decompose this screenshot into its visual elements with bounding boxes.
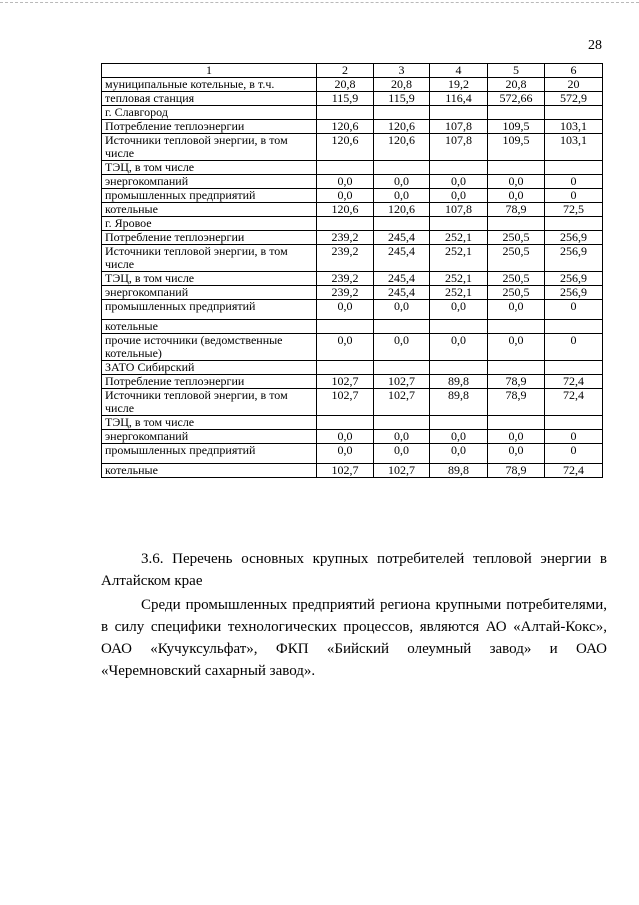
column-header-5: 5 (488, 64, 545, 78)
row-value: 72,4 (545, 389, 603, 416)
row-value: 0,0 (374, 175, 430, 189)
row-value (488, 217, 545, 231)
row-label: Источники тепловой энергии, в том числе (102, 389, 317, 416)
row-value: 252,1 (430, 245, 488, 272)
row-label: энергокомпаний (102, 175, 317, 189)
row-value: 239,2 (317, 286, 374, 300)
row-value (430, 161, 488, 175)
row-label: ТЭЦ, в том числе (102, 416, 317, 430)
row-value: 0,0 (430, 175, 488, 189)
table-row (102, 272, 603, 286)
row-value: 78,9 (488, 203, 545, 217)
row-label: г. Яровое (102, 217, 317, 231)
row-label: муниципальные котельные, в т.ч. (102, 78, 317, 92)
row-value: 0,0 (430, 334, 488, 361)
section-3-6 (101, 548, 607, 682)
section-paragraph: Среди промышленных предприятий региона крупными потребителями, в силу специфики технологических процессов, являются АО «Алтай-Кокс», ОАО «Кучуксульфат», ФКП «Бийский олеумный завод» и ОАО «Черемновский сахарный завод». (101, 597, 607, 679)
row-value: 20 (545, 78, 603, 92)
row-value: 102,7 (317, 464, 374, 478)
row-label: ЗАТО Сибирский (102, 361, 317, 375)
table-row (102, 334, 603, 361)
row-label: котельные (102, 203, 317, 217)
row-value (488, 106, 545, 120)
row-value: 102,7 (374, 464, 430, 478)
row-value (545, 217, 603, 231)
page-number: 28 (588, 38, 602, 53)
row-value (374, 416, 430, 430)
row-value: 103,1 (545, 134, 603, 161)
row-value (488, 320, 545, 334)
row-label: Потребление теплоэнергии (102, 231, 317, 245)
row-value: 78,9 (488, 464, 545, 478)
table-row (102, 203, 603, 217)
row-value: 239,2 (317, 272, 374, 286)
row-value: 250,5 (488, 286, 545, 300)
row-value (430, 361, 488, 375)
row-value: 239,2 (317, 231, 374, 245)
row-value (374, 320, 430, 334)
row-label: Источники тепловой энергии, в том числе (102, 134, 317, 161)
row-value: 245,4 (374, 231, 430, 245)
table-row (102, 444, 603, 464)
column-header-2: 2 (317, 64, 374, 78)
row-value (545, 416, 603, 430)
row-label: Потребление теплоэнергии (102, 120, 317, 134)
table-row (102, 161, 603, 175)
row-value: 0 (545, 300, 603, 320)
table-row (102, 375, 603, 389)
row-value: 0,0 (488, 334, 545, 361)
row-label: Потребление теплоэнергии (102, 375, 317, 389)
row-value (317, 416, 374, 430)
row-value: 0 (545, 430, 603, 444)
row-value (317, 320, 374, 334)
row-value (374, 161, 430, 175)
row-value (374, 361, 430, 375)
row-value: 19,2 (430, 78, 488, 92)
row-value: 0,0 (430, 444, 488, 464)
row-value: 115,9 (374, 92, 430, 106)
row-value: 0,0 (488, 430, 545, 444)
row-value: 109,5 (488, 134, 545, 161)
row-value: 0 (545, 444, 603, 464)
row-value: 89,8 (430, 464, 488, 478)
column-header-4: 4 (430, 64, 488, 78)
table-row (102, 78, 603, 92)
row-value: 120,6 (374, 203, 430, 217)
row-value: 109,5 (488, 120, 545, 134)
row-value: 0,0 (488, 189, 545, 203)
row-value: 245,4 (374, 272, 430, 286)
row-value (317, 361, 374, 375)
row-value: 252,1 (430, 272, 488, 286)
row-value: 0,0 (488, 175, 545, 189)
row-value: 572,9 (545, 92, 603, 106)
row-value (430, 106, 488, 120)
row-label: тепловая станция (102, 92, 317, 106)
table-row (102, 464, 603, 478)
row-value: 20,8 (317, 78, 374, 92)
row-value: 0,0 (374, 334, 430, 361)
table-row (102, 217, 603, 231)
table-row (102, 430, 603, 444)
row-value: 115,9 (317, 92, 374, 106)
row-value: 72,4 (545, 375, 603, 389)
row-value (488, 361, 545, 375)
row-label: промышленных предприятий (102, 189, 317, 203)
row-label: котельные (102, 464, 317, 478)
row-value: 72,5 (545, 203, 603, 217)
table-row (102, 286, 603, 300)
row-value: 0,0 (317, 300, 374, 320)
row-value (545, 106, 603, 120)
row-value: 256,9 (545, 272, 603, 286)
row-label: ТЭЦ, в том числе (102, 161, 317, 175)
row-value (545, 161, 603, 175)
row-value (374, 106, 430, 120)
row-value: 250,5 (488, 272, 545, 286)
row-label: энергокомпаний (102, 286, 317, 300)
row-value: 89,8 (430, 389, 488, 416)
row-value: 78,9 (488, 375, 545, 389)
row-value: 78,9 (488, 389, 545, 416)
row-value: 20,8 (488, 78, 545, 92)
row-value (488, 416, 545, 430)
section-heading: 3.6. Перечень основных крупных потребителей тепловой энергии в Алтайском крае (101, 551, 607, 589)
table-row (102, 189, 603, 203)
row-value: 256,9 (545, 231, 603, 245)
row-value (317, 217, 374, 231)
row-value: 102,7 (374, 375, 430, 389)
table-row (102, 231, 603, 245)
table-row (102, 245, 603, 272)
row-value (317, 106, 374, 120)
row-value: 120,6 (317, 120, 374, 134)
table-row (102, 389, 603, 416)
column-header-3: 3 (374, 64, 430, 78)
table-row (102, 106, 603, 120)
row-label: энергокомпаний (102, 430, 317, 444)
row-value: 0,0 (430, 430, 488, 444)
row-value: 0,0 (317, 334, 374, 361)
row-value: 572,66 (488, 92, 545, 106)
column-header-1: 1 (102, 64, 317, 78)
row-label: промышленных предприятий (102, 300, 317, 320)
table-row (102, 361, 603, 375)
row-value: 0,0 (488, 444, 545, 464)
row-value: 0 (545, 189, 603, 203)
table-row (102, 320, 603, 334)
row-value: 103,1 (545, 120, 603, 134)
row-value: 102,7 (317, 375, 374, 389)
row-label: котельные (102, 320, 317, 334)
row-value (545, 361, 603, 375)
row-value: 245,4 (374, 286, 430, 300)
row-value (374, 217, 430, 231)
row-value: 252,1 (430, 231, 488, 245)
row-value: 107,8 (430, 134, 488, 161)
row-value: 102,7 (317, 389, 374, 416)
row-value: 116,4 (430, 92, 488, 106)
heat-energy-table (101, 63, 603, 478)
row-label: Источники тепловой энергии, в том числе (102, 245, 317, 272)
row-value: 250,5 (488, 245, 545, 272)
table-row (102, 300, 603, 320)
row-value: 256,9 (545, 286, 603, 300)
row-value: 0,0 (317, 430, 374, 444)
row-value: 0,0 (374, 430, 430, 444)
row-value: 0,0 (317, 444, 374, 464)
row-value: 256,9 (545, 245, 603, 272)
row-value: 107,8 (430, 120, 488, 134)
row-value: 0,0 (430, 300, 488, 320)
row-value: 72,4 (545, 464, 603, 478)
row-value (488, 161, 545, 175)
table-row (102, 120, 603, 134)
row-value (430, 217, 488, 231)
row-value: 0,0 (488, 300, 545, 320)
row-value: 0,0 (317, 175, 374, 189)
row-value: 239,2 (317, 245, 374, 272)
row-value (317, 161, 374, 175)
row-label: прочие источники (ведомственные котельные) (102, 334, 317, 361)
row-value: 0 (545, 175, 603, 189)
table-row (102, 175, 603, 189)
row-value: 0,0 (430, 189, 488, 203)
row-value (430, 416, 488, 430)
table-body (102, 64, 603, 478)
row-label: г. Славгород (102, 106, 317, 120)
row-value: 245,4 (374, 245, 430, 272)
row-value: 250,5 (488, 231, 545, 245)
row-value (545, 320, 603, 334)
column-header-6: 6 (545, 64, 603, 78)
row-value: 0,0 (317, 189, 374, 203)
row-value: 102,7 (374, 389, 430, 416)
row-value: 0 (545, 334, 603, 361)
row-value: 252,1 (430, 286, 488, 300)
row-value: 89,8 (430, 375, 488, 389)
table-row (102, 416, 603, 430)
page-top-rule (0, 2, 639, 3)
row-value (430, 320, 488, 334)
row-value: 120,6 (317, 203, 374, 217)
row-value: 120,6 (374, 134, 430, 161)
row-value: 120,6 (317, 134, 374, 161)
table-row (102, 134, 603, 161)
row-value: 120,6 (374, 120, 430, 134)
row-label: ТЭЦ, в том числе (102, 272, 317, 286)
row-label: промышленных предприятий (102, 444, 317, 464)
table-row (102, 92, 603, 106)
row-value: 0,0 (374, 189, 430, 203)
row-value: 20,8 (374, 78, 430, 92)
row-value: 107,8 (430, 203, 488, 217)
table-header-row (102, 64, 603, 78)
row-value: 0,0 (374, 444, 430, 464)
row-value: 0,0 (374, 300, 430, 320)
